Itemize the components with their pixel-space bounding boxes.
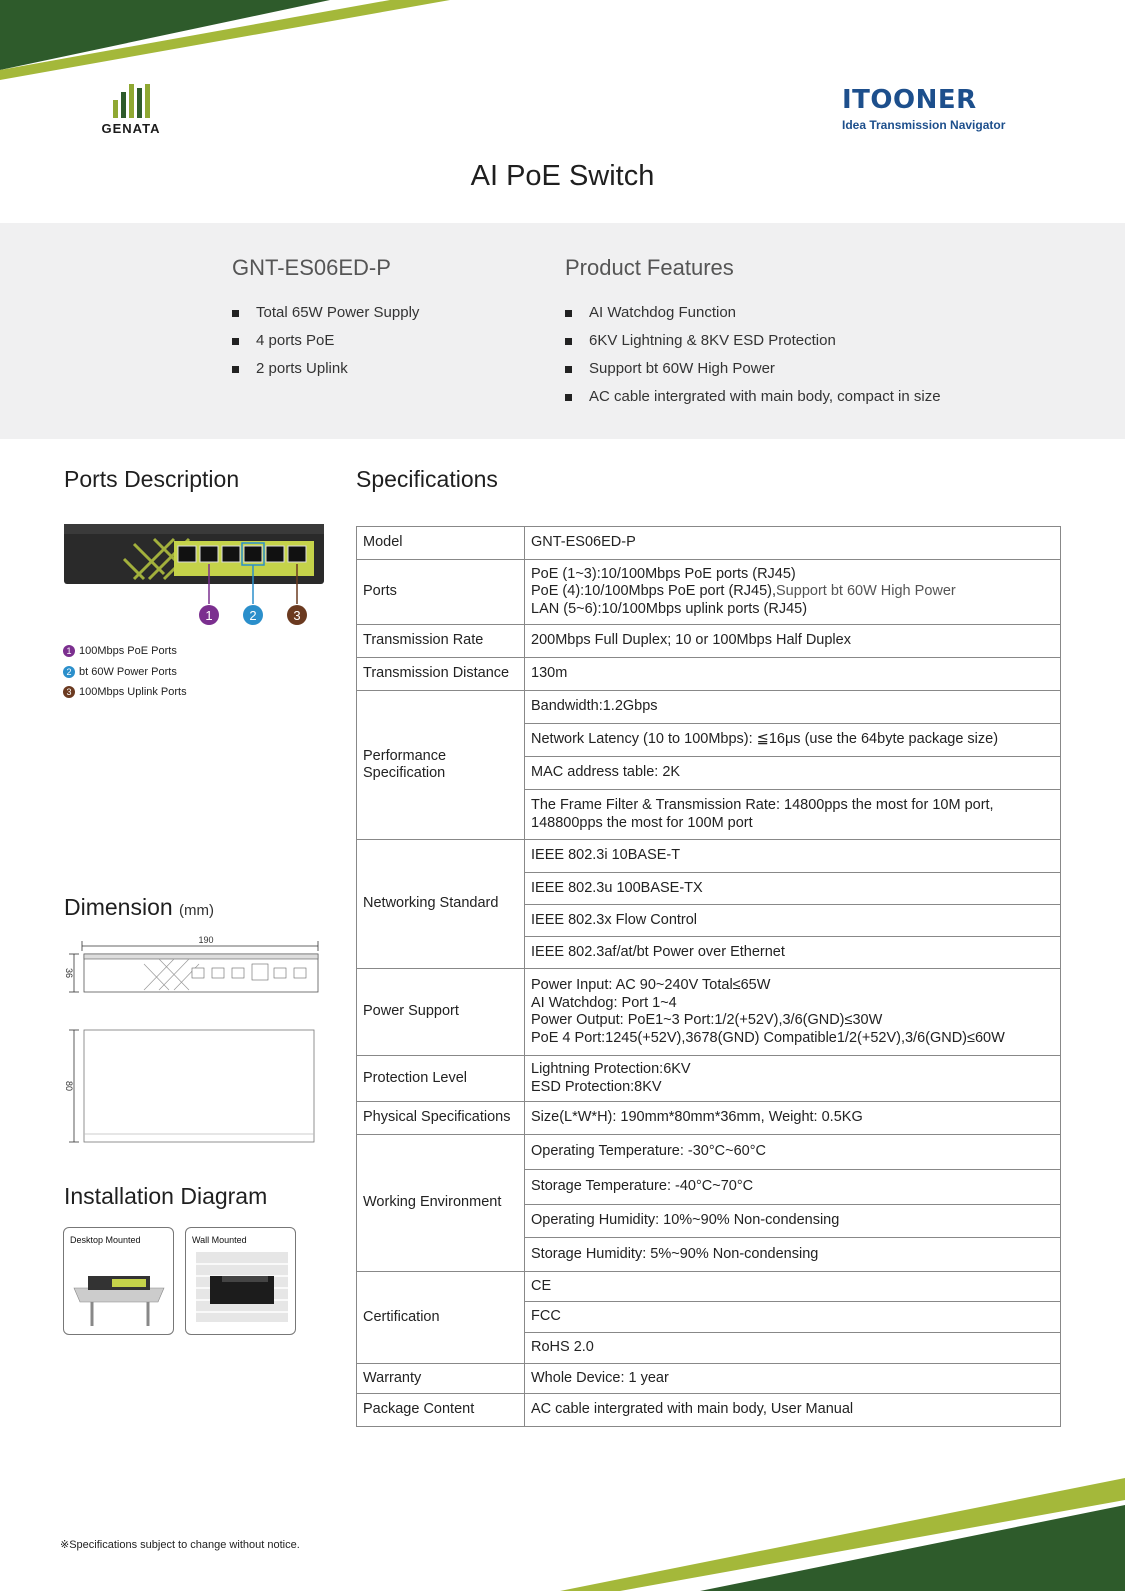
- spec-value: Size(L*W*H): 190mm*80mm*36mm, Weight: 0.5KG: [525, 1102, 1061, 1135]
- list-item: 2 ports Uplink: [232, 355, 419, 383]
- specifications-table: [356, 526, 1061, 1427]
- legend-item: [63, 641, 187, 662]
- callout-1-label: 1: [205, 608, 213, 623]
- spec-value: AC cable intergrated with main body, User Manual: [525, 1394, 1061, 1427]
- table-row: [357, 1102, 1061, 1135]
- desktop-mounted-panel: [63, 1227, 174, 1335]
- spec-value: Operating Humidity: 10%~90% Non-condensing: [525, 1205, 1061, 1238]
- legend-item: [63, 682, 187, 703]
- ports-legend: [63, 641, 187, 703]
- legend-item: [63, 662, 187, 683]
- spec-value: MAC address table: 2K: [525, 757, 1061, 790]
- features-heading: Product Features: [565, 255, 734, 280]
- wall-mounted-panel: [185, 1227, 296, 1335]
- spec-value: GNT-ES06ED-P: [525, 527, 1061, 560]
- legend-label: 100Mbps PoE Ports: [79, 645, 177, 658]
- model-heading: GNT-ES06ED-P: [232, 255, 391, 280]
- spec-value: Storage Temperature: -40°C~70°C: [525, 1170, 1061, 1205]
- legend-label: bt 60W Power Ports: [79, 665, 177, 678]
- spec-key: Transmission Distance: [357, 658, 525, 691]
- dimension-drawing: [64, 934, 326, 1154]
- spec-key: Warranty: [357, 1364, 525, 1394]
- spec-key: Physical Specifications: [357, 1102, 525, 1135]
- power-line: AI Watchdog: Port 1~4: [531, 994, 677, 1011]
- table-row: [357, 560, 1061, 625]
- legend-label: 100Mbps Uplink Ports: [79, 686, 187, 699]
- table-row: [357, 1056, 1061, 1102]
- table-row: [357, 1394, 1061, 1427]
- spec-value: RoHS 2.0: [525, 1333, 1061, 1364]
- spec-value: [525, 969, 1061, 1056]
- ports-line-part: PoE (4):10/100Mbps PoE port (RJ45),: [531, 583, 777, 600]
- switch-front-panel-image: [64, 524, 326, 630]
- power-line: Power Output: PoE1~3 Port:1/2(+52V),3/6(GND)≤30W: [531, 1012, 883, 1028]
- table-row: [357, 840, 1061, 873]
- installation-title: Installation Diagram: [64, 1183, 268, 1209]
- genata-mark-icon: [98, 84, 164, 118]
- spec-value: FCC: [525, 1302, 1061, 1333]
- spec-value: [525, 560, 1061, 625]
- table-row: [357, 1135, 1061, 1170]
- spec-key: Networking Standard: [357, 840, 525, 969]
- ports-line: [531, 583, 1054, 601]
- callout-2-label: 2: [249, 608, 257, 623]
- protection-line: Lightning Protection:6KV: [531, 1061, 691, 1077]
- spec-key: Model: [357, 527, 525, 560]
- legend-num: 2: [63, 666, 75, 678]
- footnote: ※Specifications subject to change without notice.: [60, 1539, 300, 1551]
- table-row: [357, 1272, 1061, 1302]
- product-features: [565, 255, 941, 411]
- spec-key: Protection Level: [357, 1056, 525, 1102]
- itooner-logo: [842, 86, 1022, 132]
- wall-mounted-label: Wall Mounted: [192, 1235, 247, 1245]
- spec-value: Operating Temperature: -30°C~60°C: [525, 1135, 1061, 1170]
- spec-value: IEEE 802.3i 10BASE-T: [525, 840, 1061, 873]
- table-row: [357, 691, 1061, 724]
- dimension-title: [64, 894, 214, 921]
- spec-value: Storage Humidity: 5%~90% Non-condensing: [525, 1238, 1061, 1272]
- spec-value: The Frame Filter & Transmission Rate: 14800pps the most for 10M port, 148800pps the most for 100M port: [525, 790, 1061, 840]
- page-title: AI PoE Switch: [470, 160, 655, 192]
- dimension-unit: (mm): [179, 902, 215, 919]
- wall-mount-image: [196, 1252, 288, 1322]
- table-row: [357, 969, 1061, 1056]
- specifications-title: Specifications: [356, 466, 498, 492]
- spec-key: Package Content: [357, 1394, 525, 1427]
- power-line: Power Input: AC 90~240V Total≤65W: [531, 977, 771, 993]
- spec-value: 130m: [525, 658, 1061, 691]
- callout-3-label: 3: [293, 608, 301, 623]
- list-item: AI Watchdog Function: [565, 299, 941, 327]
- spec-value: IEEE 802.3u 100BASE-TX: [525, 873, 1061, 905]
- table-row: [357, 658, 1061, 691]
- ports-line: PoE (1~3):10/100Mbps PoE ports (RJ45): [531, 565, 796, 582]
- spec-value: IEEE 802.3af/at/bt Power over Ethernet: [525, 937, 1061, 969]
- list-item: 6KV Lightning & 8KV ESD Protection: [565, 327, 941, 355]
- table-row: [357, 1364, 1061, 1394]
- list-item: AC cable intergrated with main body, compact in size: [565, 383, 941, 411]
- width-label: 80: [64, 1080, 74, 1092]
- spec-key: Certification: [357, 1272, 525, 1364]
- spec-value: IEEE 802.3x Flow Control: [525, 905, 1061, 937]
- power-line: PoE 4 Port:1245(+52V),3678(GND) Compatible1/2(+52V),3/6(GND)≤60W: [531, 1029, 1005, 1046]
- ports-line: LAN (5~6):10/100Mbps uplink ports (RJ45): [531, 600, 808, 617]
- list-item: Total 65W Power Supply: [232, 299, 419, 327]
- spec-key: Transmission Rate: [357, 625, 525, 658]
- ports-line-highlight: Support bt 60W High Power: [776, 583, 956, 600]
- desktop-mounted-label: Desktop Mounted: [70, 1235, 141, 1245]
- itooner-logo-tagline: Idea Transmission Navigator: [842, 118, 1006, 132]
- itooner-logo-name: ITOONER: [842, 85, 977, 115]
- spec-key: Power Support: [357, 969, 525, 1056]
- spec-value: Network Latency (10 to 100Mbps): ≦16μs (use the 64byte package size): [525, 724, 1061, 757]
- ports-description-title: Ports Description: [64, 466, 240, 492]
- spec-value: [525, 1056, 1061, 1102]
- list-item: Support bt 60W High Power: [565, 355, 941, 383]
- dimension-title-text: Dimension: [64, 894, 173, 920]
- spec-value: CE: [525, 1272, 1061, 1302]
- spec-key: Performance Specification: [357, 691, 525, 840]
- spec-value: Bandwidth:1.2Gbps: [525, 691, 1061, 724]
- spec-value: Whole Device: 1 year: [525, 1364, 1061, 1394]
- protection-line: ESD Protection:8KV: [531, 1078, 662, 1095]
- genata-logo-text: GENATA: [101, 121, 161, 136]
- overview-band: [0, 223, 1125, 439]
- spec-key: Ports: [357, 560, 525, 625]
- model-summary: [232, 255, 419, 383]
- legend-num: 1: [63, 645, 75, 657]
- legend-num: 3: [63, 686, 75, 698]
- height-label: 36: [64, 967, 74, 979]
- table-row: [357, 625, 1061, 658]
- list-item: 4 ports PoE: [232, 327, 419, 355]
- spec-key: Working Environment: [357, 1135, 525, 1272]
- desktop-mount-image: [72, 1258, 167, 1328]
- spec-value: 200Mbps Full Duplex; 10 or 100Mbps Half Duplex: [525, 625, 1061, 658]
- genata-logo: [98, 84, 164, 136]
- length-label: 190: [198, 935, 214, 945]
- table-row: [357, 527, 1061, 560]
